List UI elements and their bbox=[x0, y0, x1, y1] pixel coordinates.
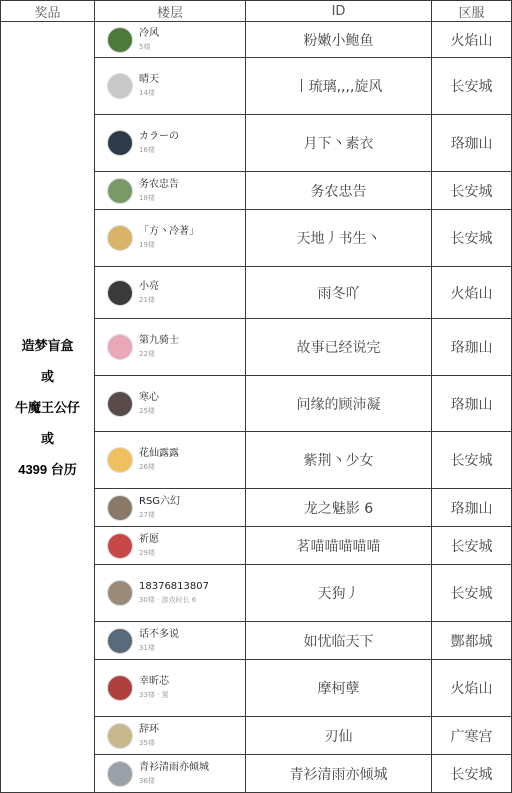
floor-cell bbox=[95, 210, 246, 267]
user-name: RSG六幻 bbox=[139, 495, 181, 507]
user-info bbox=[95, 580, 245, 606]
region-cell: 长安城 bbox=[432, 755, 512, 793]
region-cell: 珞珈山 bbox=[432, 319, 512, 376]
user-name: 务农忠告 bbox=[139, 178, 179, 190]
user-meta bbox=[139, 447, 179, 473]
user-name: 第九骑士 bbox=[139, 335, 179, 346]
user-meta bbox=[139, 675, 169, 701]
user-name: 小亮 bbox=[139, 280, 159, 292]
game-id-cell: 如忧临天下 bbox=[246, 622, 432, 660]
avatar bbox=[107, 723, 133, 749]
region-cell: 珞珈山 bbox=[432, 376, 512, 432]
user-meta bbox=[139, 628, 179, 654]
user-meta bbox=[139, 495, 180, 521]
avatar bbox=[107, 391, 133, 417]
game-id-cell: 故事已经说完 bbox=[246, 319, 432, 376]
floor-cell bbox=[95, 432, 246, 489]
floor-number: 21楼 bbox=[139, 295, 155, 304]
floor-number: 35楼 bbox=[139, 738, 155, 747]
floor-number: 31楼 bbox=[139, 643, 155, 652]
game-id-cell: 刃仙 bbox=[246, 717, 432, 755]
game-id-cell: 问缘的顾沛凝 bbox=[246, 376, 432, 432]
region-cell: 长安城 bbox=[432, 565, 512, 622]
avatar bbox=[107, 130, 133, 156]
user-name: 晴天 bbox=[139, 74, 159, 85]
region-cell: 火焰山 bbox=[432, 22, 512, 58]
user-info bbox=[95, 628, 245, 654]
user-info bbox=[95, 761, 245, 787]
user-info bbox=[95, 225, 245, 251]
user-name: 辞环 bbox=[139, 723, 159, 735]
floor-cell bbox=[95, 22, 246, 58]
floor-cell bbox=[95, 622, 246, 660]
prize-line: 4399 台历 bbox=[18, 461, 77, 477]
game-id-cell: 龙之魅影 6 bbox=[246, 489, 432, 527]
user-name: カラーの bbox=[139, 131, 179, 142]
user-meta bbox=[139, 334, 179, 360]
avatar bbox=[107, 178, 133, 204]
prize-cell bbox=[1, 22, 95, 793]
user-info bbox=[95, 178, 245, 204]
avatar bbox=[107, 334, 133, 360]
table-row bbox=[1, 22, 512, 58]
avatar bbox=[107, 761, 133, 787]
floor-cell bbox=[95, 660, 246, 717]
user-info bbox=[95, 391, 245, 417]
floor-number: 22楼 bbox=[139, 350, 155, 358]
user-info bbox=[95, 130, 245, 156]
game-id-cell: 青衫清雨亦倾城 bbox=[246, 755, 432, 793]
floor-cell bbox=[95, 115, 246, 172]
user-meta bbox=[139, 580, 209, 606]
header-floor: 楼层 bbox=[95, 1, 246, 22]
region-cell: 长安城 bbox=[432, 210, 512, 267]
region-cell: 广寒宫 bbox=[432, 717, 512, 755]
floor-cell bbox=[95, 755, 246, 793]
user-name: 祈愿 bbox=[139, 533, 159, 545]
user-name: 冷风 bbox=[139, 27, 159, 39]
avatar bbox=[107, 447, 133, 473]
game-id-cell: 摩柯孽 bbox=[246, 660, 432, 717]
user-name: 话不多说 bbox=[139, 628, 179, 640]
avatar bbox=[107, 73, 133, 99]
floor-number: 26楼 bbox=[139, 463, 155, 471]
floor-cell bbox=[95, 267, 246, 319]
floor-cell bbox=[95, 172, 246, 210]
region-cell: 珞珈山 bbox=[432, 489, 512, 527]
user-meta bbox=[139, 178, 179, 204]
game-id-cell: 丨琉璃,,,,旋风 bbox=[246, 58, 432, 115]
user-info bbox=[95, 533, 245, 559]
avatar bbox=[107, 533, 133, 559]
game-id-cell: 天地丿书生丶 bbox=[246, 210, 432, 267]
floor-number: 29楼 bbox=[139, 548, 155, 557]
user-meta bbox=[139, 391, 159, 417]
floor-number: 30楼 · 游戏时长 6 bbox=[139, 596, 197, 604]
user-info bbox=[95, 73, 245, 99]
floor-number: 16楼 bbox=[139, 146, 155, 154]
game-id-cell: 雨冬吖 bbox=[246, 267, 432, 319]
prize-line: 造梦盲盒 bbox=[21, 337, 74, 353]
prize-line: 或 bbox=[40, 430, 54, 446]
user-name: 寒心 bbox=[139, 391, 159, 403]
region-cell: 长安城 bbox=[432, 58, 512, 115]
user-meta bbox=[139, 73, 159, 99]
avatar bbox=[107, 280, 133, 306]
floor-cell bbox=[95, 376, 246, 432]
floor-cell bbox=[95, 565, 246, 622]
prize-line: 牛魔王公仔 bbox=[14, 399, 80, 415]
region-cell: 酆都城 bbox=[432, 622, 512, 660]
floor-number: 25楼 bbox=[139, 406, 155, 415]
user-meta bbox=[139, 225, 199, 251]
game-id-cell: 紫荆丶少女 bbox=[246, 432, 432, 489]
user-name: 青衫清雨亦倾城 bbox=[139, 761, 209, 773]
floor-number: 19楼 bbox=[139, 241, 155, 249]
user-info bbox=[95, 447, 245, 473]
avatar bbox=[107, 225, 133, 251]
avatar bbox=[107, 675, 133, 701]
region-cell: 火焰山 bbox=[432, 660, 512, 717]
avatar bbox=[107, 27, 133, 53]
floor-cell bbox=[95, 717, 246, 755]
user-info bbox=[95, 27, 245, 53]
user-info bbox=[95, 723, 245, 749]
region-cell: 火焰山 bbox=[432, 267, 512, 319]
game-id-cell: 粉嫩小鲍鱼 bbox=[246, 22, 432, 58]
user-meta bbox=[139, 130, 179, 156]
game-id-cell: 天狗丿 bbox=[246, 565, 432, 622]
game-id-cell: 务农忠告 bbox=[246, 172, 432, 210]
table-body bbox=[1, 22, 512, 793]
floor-number: 33楼 · 置 bbox=[139, 691, 169, 699]
game-id-cell: 茗喵喵喵喵喵 bbox=[246, 527, 432, 565]
floor-number: 5楼 bbox=[139, 42, 151, 51]
avatar bbox=[107, 628, 133, 654]
floor-cell bbox=[95, 527, 246, 565]
user-meta bbox=[139, 533, 159, 559]
floor-cell bbox=[95, 489, 246, 527]
user-meta bbox=[139, 27, 159, 53]
region-cell: 长安城 bbox=[432, 527, 512, 565]
header-id: ID bbox=[246, 1, 432, 22]
floor-number: 18楼 bbox=[139, 193, 155, 202]
header-region: 区服 bbox=[432, 1, 512, 22]
user-meta bbox=[139, 280, 159, 306]
header-prize: 奖品 bbox=[1, 1, 95, 22]
floor-number: 14楼 bbox=[139, 89, 155, 97]
floor-cell bbox=[95, 319, 246, 376]
floor-cell bbox=[95, 58, 246, 115]
region-cell: 长安城 bbox=[432, 432, 512, 489]
floor-number: 27楼 bbox=[139, 510, 155, 519]
game-id-cell: 月下丶素衣 bbox=[246, 115, 432, 172]
prize-line: 或 bbox=[40, 368, 54, 384]
user-info bbox=[95, 675, 245, 701]
user-info bbox=[95, 280, 245, 306]
user-meta bbox=[139, 723, 159, 749]
user-info bbox=[95, 334, 245, 360]
region-cell: 珞珈山 bbox=[432, 115, 512, 172]
avatar bbox=[107, 580, 133, 606]
user-info bbox=[95, 495, 245, 521]
floor-number: 36楼 bbox=[139, 776, 155, 785]
user-name: 18376813807 bbox=[139, 581, 209, 592]
region-cell: 长安城 bbox=[432, 172, 512, 210]
user-meta bbox=[139, 761, 209, 787]
avatar bbox=[107, 495, 133, 521]
user-name: 「方丶冷著」 bbox=[139, 226, 199, 237]
user-name: 幸昕芯 bbox=[139, 676, 169, 687]
header-row bbox=[1, 1, 512, 22]
user-name: 花仙露露 bbox=[139, 448, 179, 459]
